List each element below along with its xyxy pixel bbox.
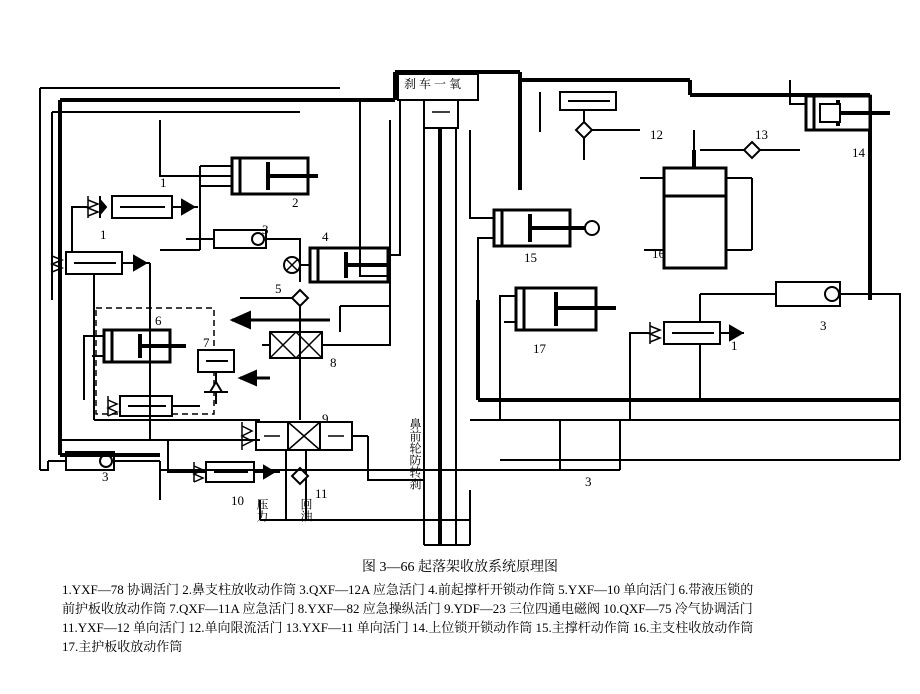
callout-8: 8 — [330, 355, 337, 370]
callout-6: 6 — [155, 313, 162, 328]
label-nose-gear-brake: 鼻前轮防转刹 — [408, 418, 422, 490]
title-box-label: 刹 车 一 氧 — [404, 77, 462, 91]
figure-caption: 图 3—66 起落架收放系统原理图 — [362, 560, 558, 575]
legend-line-2: 前护板收放动作筒 7.QXF—11A 应急活门 8.YXF—82 应急操纵活门 9.YDF—23 三位四通电磁阀 10.QXF—75 冷气协调活门 — [62, 601, 753, 616]
legend-line-4: 17.主护板收放动作筒 — [62, 639, 183, 654]
callout-3a: 3 — [262, 222, 269, 237]
callout-3c: 3 — [585, 474, 592, 489]
figure-legend — [62, 580, 862, 656]
callout-11: 11 — [315, 486, 328, 501]
callout-3d: 3 — [820, 318, 827, 333]
label-pressure: 压力 — [255, 498, 269, 522]
callout-9: 9 — [322, 411, 329, 426]
legend-line-3: 11.YXF—12 单向活门 12.单向限流活门 13.YXF—11 单向活门 14.上位锁开锁动作筒 15.主撑杆动作筒 16.主支柱收放动作筒 — [62, 620, 754, 635]
callout-10: 10 — [231, 493, 244, 508]
callout-13: 13 — [755, 127, 768, 142]
callout-1c: 1 — [731, 338, 738, 353]
callout-3b: 3 — [102, 469, 109, 484]
callout-12: 12 — [650, 127, 663, 142]
callout-4: 4 — [322, 229, 329, 244]
callout-1a: 1 — [160, 175, 167, 190]
callout-7: 7 — [203, 335, 210, 350]
callout-17: 17 — [533, 341, 546, 356]
callout-16: 16 — [652, 246, 665, 261]
callout-15: 15 — [524, 250, 537, 265]
label-return: 回油 — [299, 498, 313, 522]
callout-2: 2 — [292, 195, 299, 210]
callout-5: 5 — [275, 281, 282, 296]
callout-1b: 1 — [100, 227, 107, 242]
callout-14: 14 — [852, 145, 865, 160]
legend-line-1: 1.YXF—78 协调活门 2.鼻支柱放收动作筒 3.QXF—12A 应急活门 4.前起撑杆开锁动作筒 5.YXF—10 单向活门 6.带液压锁的 — [62, 582, 754, 597]
